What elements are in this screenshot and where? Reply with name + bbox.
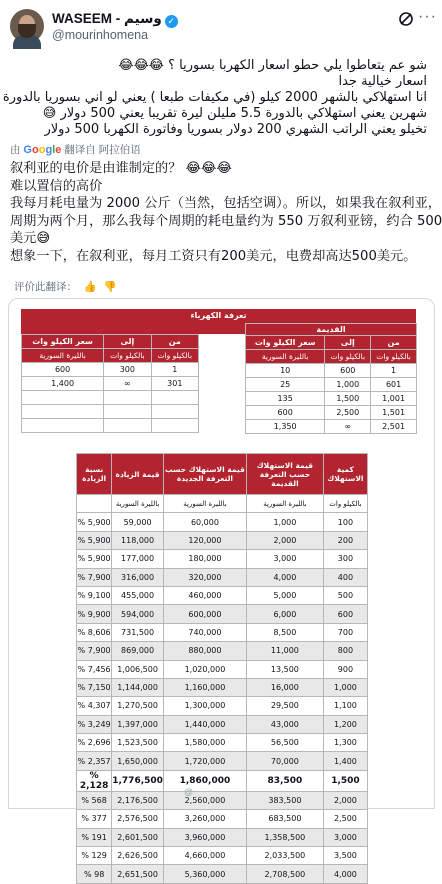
table-row: [77, 828, 368, 846]
table-cell: 1,020,000: [163, 660, 246, 678]
table-header: نسبة الزيادة: [77, 454, 112, 495]
table-cell: 1,000: [323, 678, 367, 696]
tweet-line: شو عم يتعاطوا يلي حطو اسعار الكهربا بسوريا ؟ 😂😂😂: [118, 58, 427, 73]
table-cell: 740,000: [163, 623, 246, 641]
table-cell: % 2,357: [77, 752, 112, 770]
table-cell: % 9,100: [77, 586, 112, 604]
table-cell: % 4,307: [77, 697, 112, 715]
table-header: كمية الاستهلاك: [323, 454, 367, 495]
table-cell: 1,000: [246, 513, 323, 531]
table-cell: 59,000: [112, 513, 164, 531]
tariff-title: تعرفة الكهرباء: [21, 309, 416, 323]
table-cell: 900: [323, 660, 367, 678]
table-cell: 700: [323, 623, 367, 641]
table-cell: 13,500: [246, 660, 323, 678]
table-cell: 4,660,000: [163, 847, 246, 865]
table-cell: 1,300: [323, 734, 367, 752]
table-cell: % 7,900: [77, 568, 112, 586]
table-cell: % 2,696: [77, 734, 112, 752]
table-cell: 460,000: [163, 586, 246, 604]
translated-by-google[interactable]: 由 Google 翻译自 阿拉伯语: [10, 144, 141, 156]
table-subheader: بالليرة السورية: [246, 495, 323, 513]
table-cell: 11,000: [246, 642, 323, 660]
consumption-table: [76, 453, 368, 884]
table-cell: 100: [323, 513, 367, 531]
table-header: من: [371, 336, 417, 350]
table-cell: 120,000: [163, 531, 246, 549]
table-cell: 2,626,500: [112, 847, 164, 865]
table-cell: 1,160,000: [163, 678, 246, 696]
table-cell: % 98: [77, 865, 112, 883]
tweet-text-translated: [10, 160, 442, 265]
table-header: قيمة الاستهلاك حسب التعرفة القديمة: [246, 454, 323, 495]
table-cell: [151, 391, 198, 405]
tweet-line: انا استهلاكي بالشهر 2000 كيلو (في مكيفات طبعا ) يعني لو اني بسوريا بالدورة: [2, 90, 427, 105]
table-subheader: بالكيلو وات: [325, 350, 371, 364]
table-subheader: بالليرة السورية: [22, 349, 104, 363]
thumbs-up-icon[interactable]: 👍: [83, 281, 97, 293]
table-cell: 1,000: [325, 378, 371, 392]
table-cell: 880,000: [163, 642, 246, 660]
table-header: سعر الكيلو وات: [246, 336, 325, 350]
table-row: [77, 678, 368, 696]
table-cell: % 7,456: [77, 660, 112, 678]
table-header: سعر الكيلو وات: [22, 335, 104, 349]
table-row: [22, 405, 199, 419]
table-cell: 177,000: [112, 550, 164, 568]
table-row: [77, 586, 368, 604]
tweet-line: تخيلو يعني الراتب الشهري 200 دولار بسوريا وفاتورة الكهربا 500 دولار: [44, 122, 427, 137]
table-cell: % 9,900: [77, 605, 112, 623]
table-cell: 3,960,000: [163, 828, 246, 846]
table-subheader: بالكيلو وات: [371, 350, 417, 364]
table-row: [77, 513, 368, 531]
tweet-line: شهرين يعني استهلاكي بالدورة 5.5 مليلن ليرة تقريبا يعني 500 دولار 😅: [42, 106, 427, 121]
table-cell: 56,500: [246, 734, 323, 752]
table-row: [77, 791, 368, 809]
table-row: [77, 697, 368, 715]
table-cell: 2,000: [323, 791, 367, 809]
table-cell: 2,576,500: [112, 810, 164, 828]
table-cell: % 5,900: [77, 531, 112, 549]
table-row: [77, 734, 368, 752]
table-cell: 2,033,500: [246, 847, 323, 865]
table-cell: [22, 419, 104, 433]
table-cell: 118,000: [112, 531, 164, 549]
table-row: [22, 363, 199, 377]
table-cell: 1,400: [323, 752, 367, 770]
tweet-text-arabic: [2, 58, 427, 138]
more-options-icon[interactable]: ···: [418, 8, 437, 25]
table-cell: 6,000: [246, 605, 323, 623]
table-row: [77, 642, 368, 660]
table-cell: 594,000: [112, 605, 164, 623]
table-header: قيمة الزيادة: [112, 454, 164, 495]
table-cell: 869,000: [112, 642, 164, 660]
table-cell: 25: [246, 378, 325, 392]
table-cell: 600: [22, 363, 104, 377]
table-cell: 383,500: [246, 791, 323, 809]
table-cell: 320,000: [163, 568, 246, 586]
table-cell: 600,000: [163, 605, 246, 623]
table-cell: 3,000: [246, 550, 323, 568]
table-subheader: بالكيلو وات: [323, 495, 367, 513]
table-cell: 300: [323, 550, 367, 568]
table-row: [77, 623, 368, 641]
table-cell: [22, 405, 104, 419]
table-cell: 600: [325, 364, 371, 378]
table-cell: [104, 391, 151, 405]
table-cell: [104, 419, 151, 433]
table-cell: 1,650,000: [112, 752, 164, 770]
table-cell: 10: [246, 364, 325, 378]
table-cell: 400: [323, 568, 367, 586]
table-cell: 1,100: [323, 697, 367, 715]
table-row: [22, 419, 199, 433]
table-cell: 1,270,500: [112, 697, 164, 715]
table-header: إلى: [104, 335, 151, 349]
table-cell: 1,523,500: [112, 734, 164, 752]
translated-line: 难以置信的高价: [10, 178, 103, 194]
table-cell: 301: [151, 377, 198, 391]
table-subheader: بالليرة السورية: [163, 495, 246, 513]
table-cell: 70,000: [246, 752, 323, 770]
table-cell: [151, 419, 198, 433]
table-row: [246, 392, 417, 406]
table-cell: 1,001: [371, 392, 417, 406]
table-row: [77, 770, 368, 791]
table-cell: 2,500: [323, 810, 367, 828]
rate-label: 评价此翻译：: [14, 281, 77, 293]
table-cell: ∞: [104, 377, 151, 391]
translated-line: 周期为两个月，那么我每个周期的耗电量约为 550 万叙利亚镑，约合 500: [10, 213, 442, 229]
table-cell: 83,500: [246, 770, 323, 791]
table-header: القديمة: [246, 324, 417, 336]
table-cell: % 129: [77, 847, 112, 865]
table-cell: 601: [371, 378, 417, 392]
table-cell: 1,397,000: [112, 715, 164, 733]
table-cell: % 377: [77, 810, 112, 828]
table-cell: 2,501: [371, 420, 417, 434]
table-row: [22, 391, 199, 405]
table-cell: 1,144,000: [112, 678, 164, 696]
table-cell: 200: [323, 531, 367, 549]
table-cell: 2,000: [246, 531, 323, 549]
table-cell: 731,500: [112, 623, 164, 641]
table-cell: 2,651,500: [112, 865, 164, 883]
table-cell: 1,501: [371, 406, 417, 420]
translated-line: 我每月耗电量为 2000 公斤（当然，包括空调）。所以，如果我在叙利亚，: [10, 196, 441, 211]
table-cell: 1: [371, 364, 417, 378]
table-cell: 180,000: [163, 550, 246, 568]
translated-line: 美元😅: [10, 231, 51, 246]
table-subheader: بالكيلو وات: [104, 349, 151, 363]
table-cell: [22, 391, 104, 405]
avatar[interactable]: [10, 9, 44, 43]
table-cell: 1,200: [323, 715, 367, 733]
table-cell: 1,500: [323, 770, 367, 791]
table-cell: 500: [323, 586, 367, 604]
table-row: [77, 568, 368, 586]
table-cell: 300: [104, 363, 151, 377]
table-cell: 60,000: [163, 513, 246, 531]
translated-line: 想象一下，在叙利亚，每月工资只有200美元，电费却高达500美元。: [10, 248, 417, 264]
table-row: [77, 752, 368, 770]
table-cell: [104, 405, 151, 419]
old-tariff-table: [245, 323, 417, 434]
table-cell: 1,300,000: [163, 697, 246, 715]
table-cell: 455,000: [112, 586, 164, 604]
tweet-header: [0, 0, 441, 52]
tweet-image[interactable]: [8, 298, 435, 879]
table-cell: 316,000: [112, 568, 164, 586]
table-cell: 2,500: [325, 406, 371, 420]
table-subheader: بالكيلو وات: [151, 349, 198, 363]
table-subheader: بالليرة السورية: [246, 350, 325, 364]
table-cell: 43,000: [246, 715, 323, 733]
table-cell: 5,000: [246, 586, 323, 604]
table-row: [77, 550, 368, 568]
table-cell: 1,350: [246, 420, 325, 434]
table-subheader: [77, 495, 112, 513]
table-cell: % 5,900: [77, 550, 112, 568]
author-name[interactable]: [52, 11, 178, 28]
table-cell: 600: [246, 406, 325, 420]
table-row: [77, 865, 368, 883]
table-cell: ∞: [325, 420, 371, 434]
table-cell: 29,500: [246, 697, 323, 715]
table-cell: % 3,249: [77, 715, 112, 733]
table-row: [246, 364, 417, 378]
table-row: [246, 406, 417, 420]
translated-by-label: 翻译自 阿拉伯语: [64, 144, 141, 156]
table-row: [246, 378, 417, 392]
table-cell: % 2,128: [77, 770, 112, 791]
table-cell: % 5,900: [77, 513, 112, 531]
table-cell: 2,560,000: [163, 791, 246, 809]
thumbs-down-icon[interactable]: 👎: [103, 281, 117, 293]
table-cell: 800: [323, 642, 367, 660]
table-cell: 4,000: [246, 568, 323, 586]
table-cell: 683,500: [246, 810, 323, 828]
table-row: [246, 420, 417, 434]
table-cell: % 8,606: [77, 623, 112, 641]
table-cell: % 568: [77, 791, 112, 809]
table-cell: 4,000: [323, 865, 367, 883]
author-name-text: WASEEM - وسيم: [52, 11, 162, 26]
table-cell: 1,776,500: [112, 770, 164, 791]
table-cell: 1,500: [325, 392, 371, 406]
table-cell: 16,000: [246, 678, 323, 696]
table-header: من: [151, 335, 198, 349]
table-cell: % 191: [77, 828, 112, 846]
table-cell: 1: [151, 363, 198, 377]
table-cell: % 7,900: [77, 642, 112, 660]
table-header: قيمة الاستهلاك حسب التعرفة الجديدة: [163, 454, 246, 495]
table-cell: 600: [323, 605, 367, 623]
table-row: [77, 605, 368, 623]
table-cell: 3,260,000: [163, 810, 246, 828]
author-handle[interactable]: @mourinhomena: [52, 28, 149, 42]
table-subheader: بالليرة السورية: [112, 495, 164, 513]
tweet-line: اسعار خيالية جدا: [338, 74, 427, 89]
watermark: @: [184, 787, 194, 797]
table-cell: 1,860,000: [163, 770, 246, 791]
table-cell: 5,360,000: [163, 865, 246, 883]
table-row: [77, 715, 368, 733]
table-row: [77, 810, 368, 828]
table-cell: 2,601,500: [112, 828, 164, 846]
table-cell: 1,440,000: [163, 715, 246, 733]
table-cell: [151, 405, 198, 419]
table-cell: 1,400: [22, 377, 104, 391]
table-cell: 8,500: [246, 623, 323, 641]
table-cell: 1,358,500: [246, 828, 323, 846]
table-cell: 2,176,500: [112, 791, 164, 809]
table-cell: % 7,150: [77, 678, 112, 696]
table-row: [22, 377, 199, 391]
table-cell: 1,006,500: [112, 660, 164, 678]
translated-line: 叙利亚的电价是由谁制定的？ 😂😂😂: [10, 161, 232, 176]
table-cell: 1,720,000: [163, 752, 246, 770]
new-tariff-table: [21, 334, 199, 433]
grok-icon[interactable]: [397, 10, 415, 28]
table-cell: 2,708,500: [246, 865, 323, 883]
table-cell: 135: [246, 392, 325, 406]
table-cell: 1,580,000: [163, 734, 246, 752]
verified-icon: ✓: [165, 15, 178, 28]
rate-translation: [10, 279, 117, 294]
table-row: [77, 531, 368, 549]
table-header: إلى: [325, 336, 371, 350]
table-row: [77, 847, 368, 865]
google-logo: Google: [23, 144, 62, 156]
table-row: [77, 660, 368, 678]
table-cell: 3,500: [323, 847, 367, 865]
table-cell: 3,000: [323, 828, 367, 846]
